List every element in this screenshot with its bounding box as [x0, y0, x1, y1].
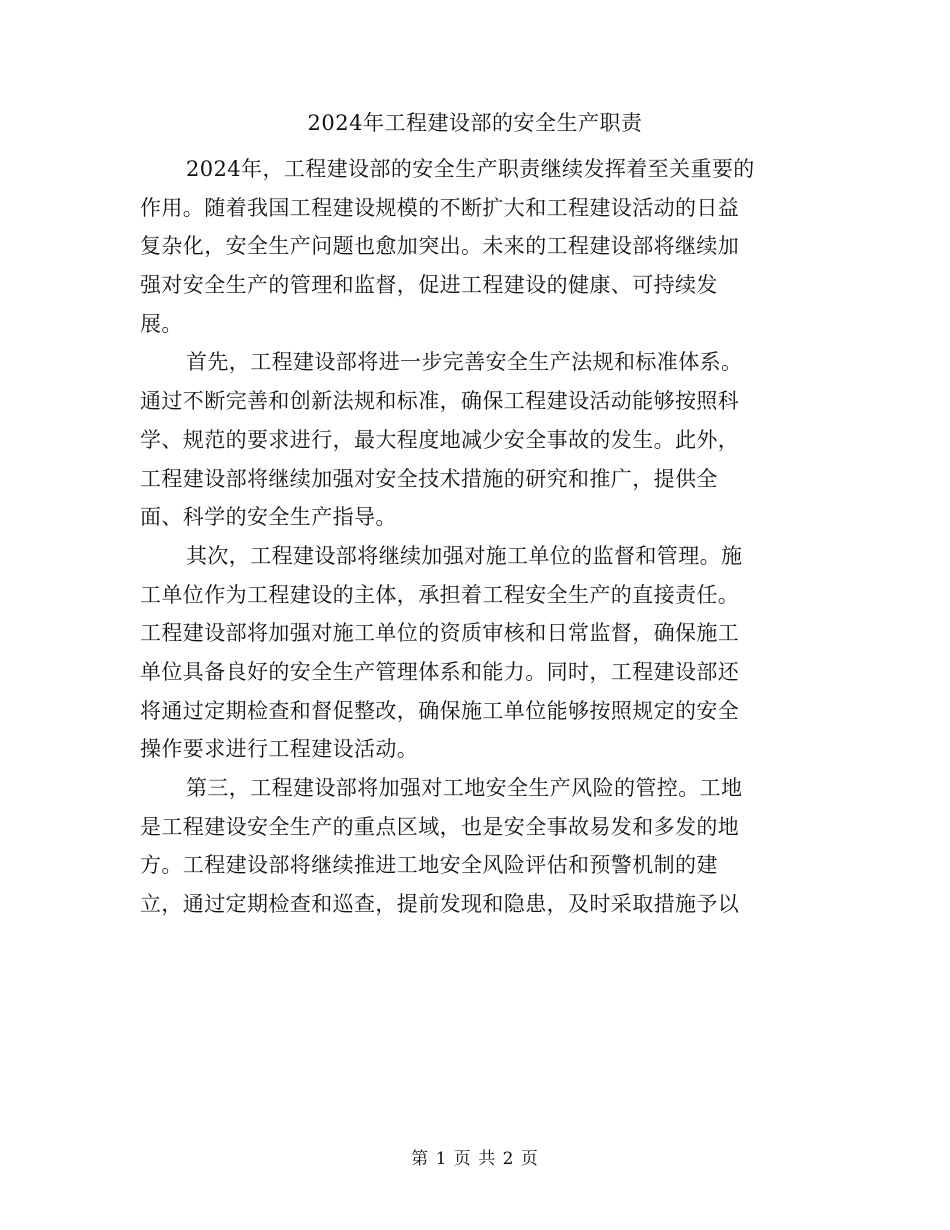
paragraph-line: 是工程建设安全生产的重点区域，也是安全事故易发和多发的地 [140, 814, 740, 839]
paragraph-third [140, 769, 810, 924]
paragraph-line: 强对安全生产的管理和监督，促进工程建设的健康、可持续发 [140, 273, 718, 298]
paragraph-line: 将通过定期检查和督促整改，确保施工单位能够按照规定的安全 [140, 698, 740, 723]
paragraph-line: 学、规范的要求进行，最大程度地减少安全事故的发生。此外， [140, 427, 740, 452]
paragraph-line: 立，通过定期检查和巡查，提前发现和隐患，及时采取措施予以 [140, 892, 740, 917]
document-body [140, 150, 810, 924]
paragraph-line: 操作要求进行工程建设活动。 [140, 737, 419, 762]
paragraph-line: 单位具备良好的安全生产管理体系和能力。同时，工程建设部还 [140, 659, 740, 684]
paragraph-line: 作用。随着我国工程建设规模的不断扩大和工程建设活动的日益 [140, 195, 740, 220]
paragraph-line: 复杂化，安全生产问题也愈加突出。未来的工程建设部将继续加 [140, 234, 740, 259]
paragraph-line: 面、科学的安全生产指导。 [140, 505, 397, 530]
paragraph-line: 方。工程建设部将继续推进工地安全风险评估和预警机制的建 [140, 853, 718, 878]
page-number-footer: 第 1 页 共 2 页 [411, 1149, 539, 1169]
paragraph-first [140, 343, 810, 536]
paragraph-intro [140, 150, 810, 343]
paragraph-line: 第三，工程建设部将加强对工地安全生产风险的管控。工地 [186, 776, 743, 800]
paragraph-line: 工单位作为工程建设的主体，承担着工程安全生产的直接责任。 [140, 582, 740, 607]
paragraph-line: 通过不断完善和创新法规和标准，确保工程建设活动能够按照科 [140, 389, 740, 414]
paragraph-line: 展。 [140, 311, 183, 336]
paragraph-line: 工程建设部将加强对施工单位的资质审核和日常监督，确保施工 [140, 621, 740, 646]
paragraph-line: 工程建设部将继续加强对安全技术措施的研究和推广，提供全 [140, 466, 718, 491]
paragraph-second [140, 537, 810, 769]
paragraph-line: 其次，工程建设部将继续加强对施工单位的监督和管理。施 [186, 543, 743, 568]
paragraph-line: 2024年，工程建设部的安全生产职责继续发挥着至关重要的 [186, 157, 755, 181]
paragraph-line: 首先，工程建设部将进一步完善安全生产法规和标准体系。 [186, 350, 743, 375]
document-title: 2024年工程建设部的安全生产职责 [307, 111, 643, 135]
